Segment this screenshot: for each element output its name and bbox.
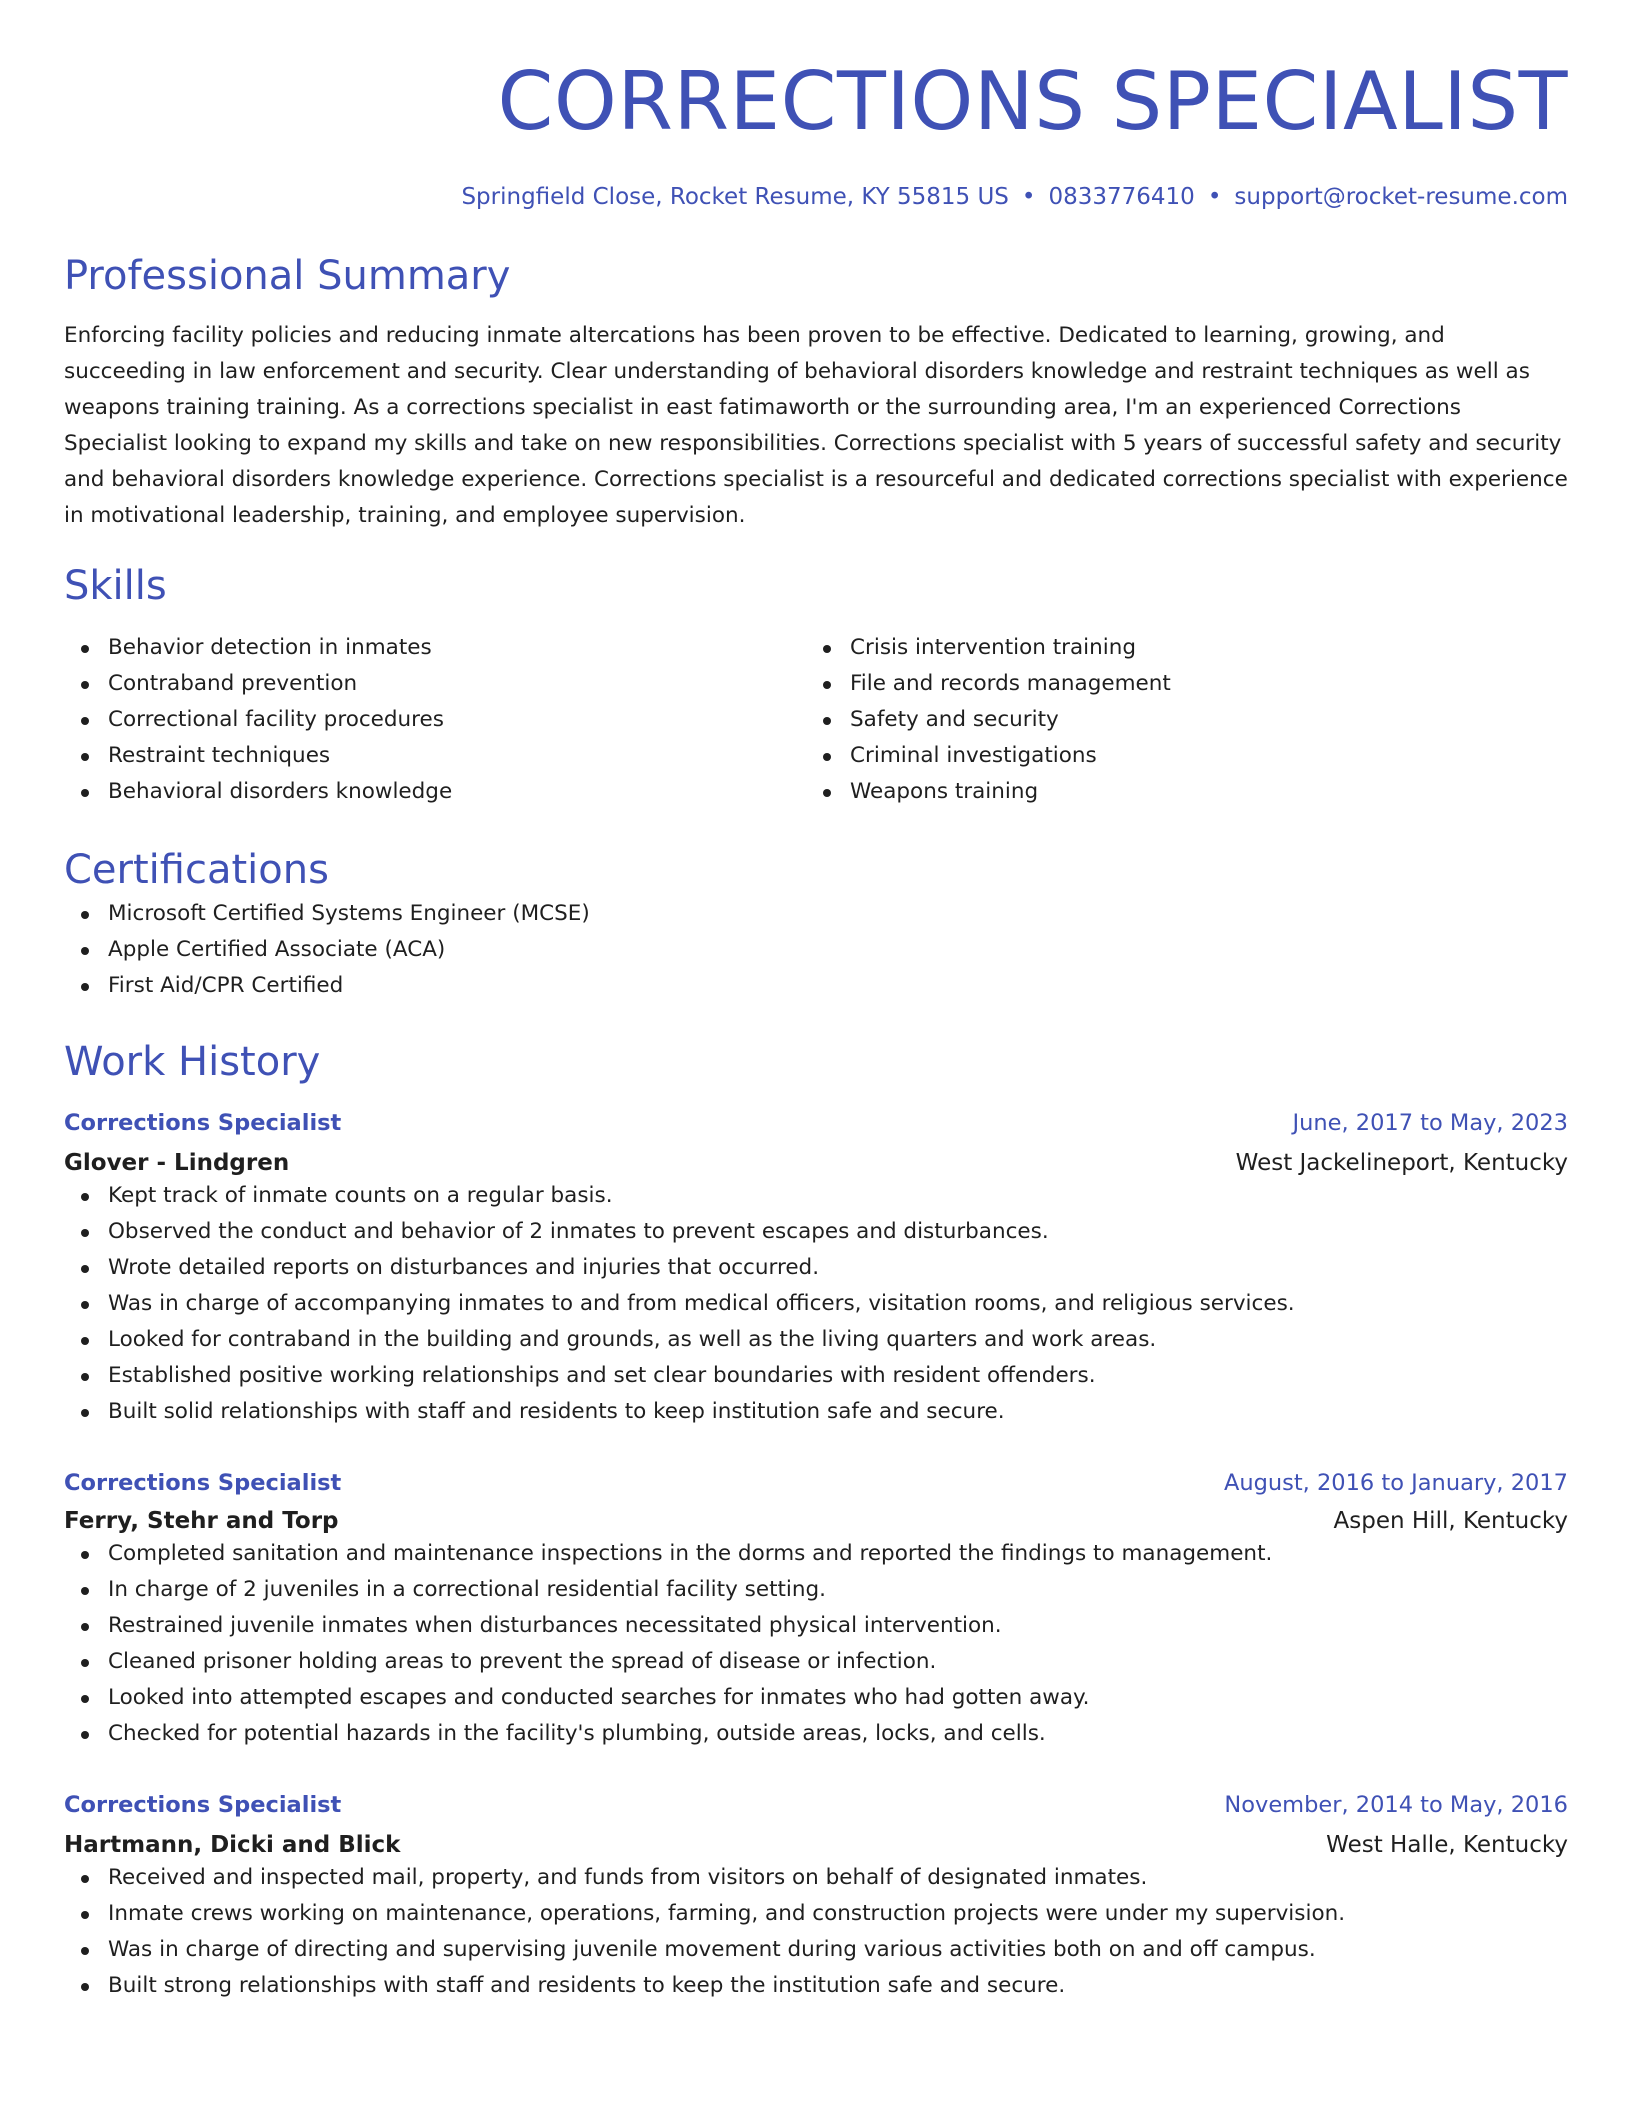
skill-item: Contraband prevention <box>64 666 806 702</box>
job-duty: Was in charge of accompanying inmates to and from medical officers, visitation rooms, and religious services. <box>64 1286 1568 1322</box>
job-title-row <box>64 1790 1568 1820</box>
job-company-row <box>64 1506 1568 1536</box>
job-location: West Jackelineport, Kentucky <box>1235 1150 1568 1176</box>
job-duty: Completed sanitation and maintenance inspections in the dorms and reported the findings to management. <box>64 1536 1568 1572</box>
skills-list-right <box>806 630 1548 810</box>
summary-text: Enforcing facility policies and reducing inmate altercations has been proven to be effective. Dedicated to learning, growing, and succeeding in law enforcement and security. Clear understanding of behavioral disorders knowledge and restraint techniques as well as weapons training training. As a corrections specialist in east fatimaworth or the surrounding area, I'm an experienced Corrections Specialist looking to expand my skills and take on new responsibilities. Corrections specialist with 5 years of successful safety and security and behavioral disorders knowledge experience. Corrections specialist is a resourceful and dedicated corrections specialist with experience in motivational leadership, training, and employee supervision. <box>64 323 1568 528</box>
job-dates: August, 2016 to January, 2017 <box>1223 1470 1568 1496</box>
contact-separator: • <box>1207 184 1222 210</box>
skill-item: Correctional facility procedures <box>64 702 806 738</box>
job-title-row <box>64 1108 1568 1138</box>
job-role: Corrections Specialist <box>64 1110 342 1136</box>
job-duty: Restrained juvenile inmates when disturbances necessitated physical intervention. <box>64 1608 1568 1644</box>
skill-item: Safety and security <box>806 702 1548 738</box>
job-company: Hartmann, Dicki and Blick <box>64 1832 401 1858</box>
job-entry <box>64 1468 1568 1752</box>
job-company: Glover - Lindgren <box>64 1150 290 1176</box>
skill-item: File and records management <box>806 666 1548 702</box>
summary-heading: Professional Summary <box>64 253 511 299</box>
job-title-row <box>64 1468 1568 1498</box>
job-duty: Kept track of inmate counts on a regular basis. <box>64 1178 1568 1214</box>
job-dates: June, 2017 to May, 2023 <box>1292 1110 1568 1136</box>
certifications-heading: Certifications <box>64 847 329 893</box>
job-duty: Observed the conduct and behavior of 2 inmates to prevent escapes and disturbances. <box>64 1214 1568 1250</box>
job-duty: Was in charge of directing and supervising juvenile movement during various activities both on and off campus. <box>64 1932 1568 1968</box>
skills-grid <box>64 630 1568 810</box>
skill-item: Behavior detection in inmates <box>64 630 806 666</box>
job-company-row <box>64 1830 1568 1860</box>
job-duty: Cleaned prisoner holding areas to prevent the spread of disease or infection. <box>64 1644 1568 1680</box>
job-duty: Looked into attempted escapes and conducted searches for inmates who had gotten away. <box>64 1680 1568 1716</box>
job-location: Aspen Hill, Kentucky <box>1333 1508 1568 1534</box>
job-duty: Wrote detailed reports on disturbances and injuries that occurred. <box>64 1250 1568 1286</box>
contact-phone: 0833776410 <box>1048 184 1195 210</box>
job-location: West Halle, Kentucky <box>1326 1832 1568 1858</box>
certification-item: Microsoft Certified Systems Engineer (MCSE) <box>64 896 1568 932</box>
certifications-list <box>64 896 1568 1004</box>
skill-item: Weapons training <box>806 774 1548 810</box>
job-duty: Checked for potential hazards in the facility's plumbing, outside areas, locks, and cells. <box>64 1716 1568 1752</box>
job-entry <box>64 1790 1568 2004</box>
job-role: Corrections Specialist <box>64 1792 342 1818</box>
contact-email[interactable]: support@rocket-resume.com <box>1234 184 1568 210</box>
resume-name: CORRECTIONS SPECIALIST <box>497 55 1568 148</box>
job-duty: Looked for contraband in the building and grounds, as well as the living quarters and work areas. <box>64 1322 1568 1358</box>
job-dates: November, 2014 to May, 2016 <box>1224 1792 1568 1818</box>
contact-separator: • <box>1021 184 1036 210</box>
job-duty: Inmate crews working on maintenance, operations, farming, and construction projects were under my supervision. <box>64 1896 1568 1932</box>
skills-heading: Skills <box>64 563 167 609</box>
skill-item: Criminal investigations <box>806 738 1548 774</box>
job-duties-list <box>64 1860 1568 2004</box>
job-role: Corrections Specialist <box>64 1470 342 1496</box>
job-duty: In charge of 2 juveniles in a correctional residential facility setting. <box>64 1572 1568 1608</box>
certification-item: Apple Certified Associate (ACA) <box>64 932 1568 968</box>
job-entry <box>64 1108 1568 1430</box>
work-history-heading: Work History <box>64 1039 321 1085</box>
contact-address: Springfield Close, Rocket Resume, KY 55815 US <box>461 184 1009 210</box>
job-duties-list <box>64 1536 1568 1752</box>
resume-page <box>64 0 1568 2004</box>
skills-list-left <box>64 630 806 810</box>
job-company: Ferry, Stehr and Torp <box>64 1508 339 1534</box>
job-duty: Built solid relationships with staff and residents to keep institution safe and secure. <box>64 1394 1568 1430</box>
skill-item: Behavioral disorders knowledge <box>64 774 806 810</box>
job-company-row <box>64 1148 1568 1178</box>
skill-item: Restraint techniques <box>64 738 806 774</box>
certification-item: First Aid/CPR Certified <box>64 968 1568 1004</box>
job-duty: Established positive working relationships and set clear boundaries with resident offenders. <box>64 1358 1568 1394</box>
job-duty: Received and inspected mail, property, and funds from visitors on behalf of designated inmates. <box>64 1860 1568 1896</box>
contact-line <box>64 182 1568 212</box>
skill-item: Crisis intervention training <box>806 630 1548 666</box>
job-duties-list <box>64 1178 1568 1430</box>
job-duty: Built strong relationships with staff and residents to keep the institution safe and secure. <box>64 1968 1568 2004</box>
